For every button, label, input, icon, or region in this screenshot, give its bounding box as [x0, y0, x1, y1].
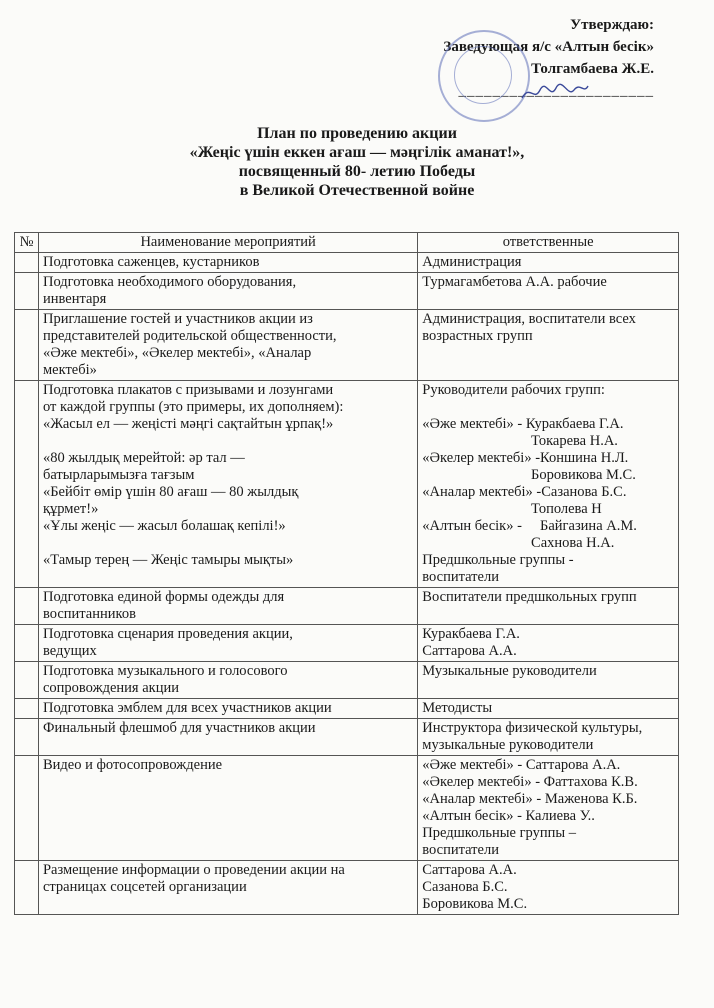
- signature-scribble: [520, 82, 590, 104]
- event-name: [38, 381, 417, 588]
- row-number: [15, 381, 39, 588]
- responsible-line: Саттарова А.А.: [422, 643, 517, 659]
- responsible: [418, 699, 679, 719]
- event-name-line: «80 жылдық мерейтой: әр тал —: [42, 450, 245, 466]
- event-name: [38, 273, 417, 310]
- title-line-2: «Жеңіс үшін еккен ағаш — мәңгілік аманат!»,: [189, 144, 525, 161]
- event-name-line: представителей родительской общественности,: [42, 328, 337, 344]
- row-number: [15, 861, 39, 915]
- responsible-line: Инструктора физической культуры,: [422, 720, 643, 736]
- event-name: [38, 861, 417, 915]
- responsible-line: Воспитатели предшкольных групп: [422, 589, 637, 605]
- header-number: №: [15, 233, 39, 253]
- event-name-line: «Әже мектебі», «Әкелер мектебі», «Аналар: [42, 345, 312, 361]
- event-name-line: [43, 433, 413, 450]
- responsible-line: Администрация: [422, 254, 522, 270]
- table-row: [15, 662, 679, 699]
- approval-person: Толгамбаева Ж.Е.: [531, 61, 654, 77]
- event-name: [38, 662, 417, 699]
- responsible-line: Администрация, воспитатели всех: [422, 311, 636, 327]
- event-name-line: құрмет!»: [42, 501, 99, 517]
- event-name-line: инвентаря: [42, 291, 107, 307]
- event-name-line: Подготовка саженцев, кустарников: [42, 254, 260, 270]
- event-name: [38, 253, 417, 273]
- event-name-line: Подготовка единой формы одежды для: [42, 589, 285, 605]
- responsible: [418, 273, 679, 310]
- table-header-row: [15, 233, 679, 253]
- header-event-name: Наименование мероприятий: [38, 233, 417, 253]
- event-name: [38, 756, 417, 861]
- title-line-1: План по проведению акции: [257, 125, 457, 142]
- event-name-line: «Ұлы жеңіс — жасыл болашақ кепілі!»: [42, 518, 286, 534]
- responsible-line: Боровикова М.С.: [422, 467, 636, 483]
- table-row: [15, 861, 679, 915]
- event-name-line: страницах соцсетей организации: [42, 879, 247, 895]
- event-name-line: сопровождения акции: [42, 680, 179, 696]
- responsible-line: возрастных групп: [422, 328, 533, 344]
- event-name-line: ведущих: [42, 643, 97, 659]
- table-row: [15, 588, 679, 625]
- title-line-3: посвященный 80- летию Победы: [238, 163, 476, 180]
- row-number: [15, 756, 39, 861]
- table-row: [15, 310, 679, 381]
- responsible-line: «Аналар мектебі» -Сазанова Б.С.: [422, 484, 627, 500]
- responsible-line: воспитатели: [422, 569, 499, 585]
- event-name-line: от каждой группы (это примеры, их дополняем):: [42, 399, 344, 415]
- event-name-line: Видео и фотосопровождение: [42, 757, 223, 773]
- responsible: [418, 310, 679, 381]
- responsible-line: Саттарова А.А.: [422, 862, 517, 878]
- responsible-line: «Алтын бесік» - Байгазина А.М.: [422, 518, 637, 534]
- event-name-line: Подготовка музыкального и голосового: [42, 663, 288, 679]
- responsible-line: «Әже мектебі» - Куракбаева Г.А.: [422, 416, 624, 432]
- event-name-line: воспитанников: [42, 606, 136, 622]
- event-name-line: Финальный флешмоб для участников акции: [42, 720, 316, 736]
- responsible-line: Методисты: [422, 700, 493, 716]
- event-name-line: Подготовка плакатов с призывами и лозунгами: [42, 382, 334, 398]
- table-row: [15, 381, 679, 588]
- table-row: [15, 253, 679, 273]
- row-number: [15, 253, 39, 273]
- responsible-line: Турмагамбетова А.А. рабочие: [422, 274, 607, 290]
- table-row: [15, 699, 679, 719]
- responsible-line: Сазанова Б.С.: [422, 879, 508, 895]
- table-row: [15, 719, 679, 756]
- responsible-line: Тополева Н: [422, 501, 602, 517]
- approval-position: Заведующая я/с «Алтын бесік»: [443, 39, 654, 55]
- responsible-line: Токарева Н.А.: [422, 433, 618, 449]
- responsible: [418, 381, 679, 588]
- responsible-line: Предшкольные группы -: [422, 552, 574, 568]
- responsible-line: [422, 399, 674, 416]
- event-name-line: батырларымызға тағзым: [42, 467, 195, 483]
- event-name-line: Подготовка сценария проведения акции,: [42, 626, 293, 642]
- responsible: [418, 625, 679, 662]
- responsible: [418, 253, 679, 273]
- responsible: [418, 588, 679, 625]
- stamp-seal: [438, 30, 530, 122]
- event-name-line: «Тамыр терең — Жеңіс тамыры мықты»: [42, 552, 294, 568]
- responsible: [418, 861, 679, 915]
- table-row: [15, 273, 679, 310]
- responsible: [418, 756, 679, 861]
- event-name: [38, 719, 417, 756]
- event-name-line: Подготовка необходимого оборудования,: [42, 274, 297, 290]
- responsible: [418, 719, 679, 756]
- responsible-line: Боровикова М.С.: [422, 896, 528, 912]
- table-row: [15, 625, 679, 662]
- event-name: [38, 588, 417, 625]
- responsible-line: «Алтын бесік» - Калиева У..: [422, 808, 595, 824]
- event-name-line: Приглашение гостей и участников акции из: [42, 311, 313, 327]
- event-name-line: «Бейбіт өмір үшін 80 ағаш — 80 жылдық: [42, 484, 299, 500]
- signature-line: _______________________: [458, 83, 654, 99]
- responsible-line: Музыкальные руководители: [422, 663, 597, 679]
- responsible-line: Сахнова Н.А.: [422, 535, 615, 551]
- event-name: [38, 310, 417, 381]
- row-number: [15, 699, 39, 719]
- responsible-line: «Әкелер мектебі» -Коншина Н.Л.: [422, 450, 629, 466]
- event-name-line: [43, 535, 413, 552]
- row-number: [15, 273, 39, 310]
- row-number: [15, 662, 39, 699]
- table-row: [15, 756, 679, 861]
- event-name-line: мектебі»: [42, 362, 97, 378]
- row-number: [15, 588, 39, 625]
- row-number: [15, 719, 39, 756]
- responsible: [418, 662, 679, 699]
- header-responsible: ответственные: [418, 233, 679, 253]
- document-title: [0, 124, 714, 200]
- plan-table: [14, 232, 679, 915]
- responsible-line: «Аналар мектебі» - Маженова К.Б.: [422, 791, 638, 807]
- responsible-line: Руководители рабочих групп:: [422, 382, 605, 398]
- approval-title: Утверждаю:: [570, 17, 654, 33]
- responsible-line: воспитатели: [422, 842, 499, 858]
- responsible-line: «Әкелер мектебі» - Фаттахова К.В.: [422, 774, 638, 790]
- row-number: [15, 310, 39, 381]
- event-name-line: Подготовка эмблем для всех участников акции: [42, 700, 332, 716]
- responsible-line: Куракбаева Г.А.: [422, 626, 520, 642]
- title-line-4: в Великой Отечественной войне: [239, 182, 475, 199]
- event-name: [38, 699, 417, 719]
- responsible-line: Предшкольные группы –: [422, 825, 576, 841]
- event-name-line: Размещение информации о проведении акции на: [42, 862, 345, 878]
- responsible-line: музыкальные руководители: [422, 737, 594, 753]
- responsible-line: «Әже мектебі» - Саттарова А.А.: [422, 757, 621, 773]
- event-name: [38, 625, 417, 662]
- event-name-line: «Жасыл ел — жеңісті мәңгі сақтайтын ұрпақ!»: [42, 416, 334, 432]
- row-number: [15, 625, 39, 662]
